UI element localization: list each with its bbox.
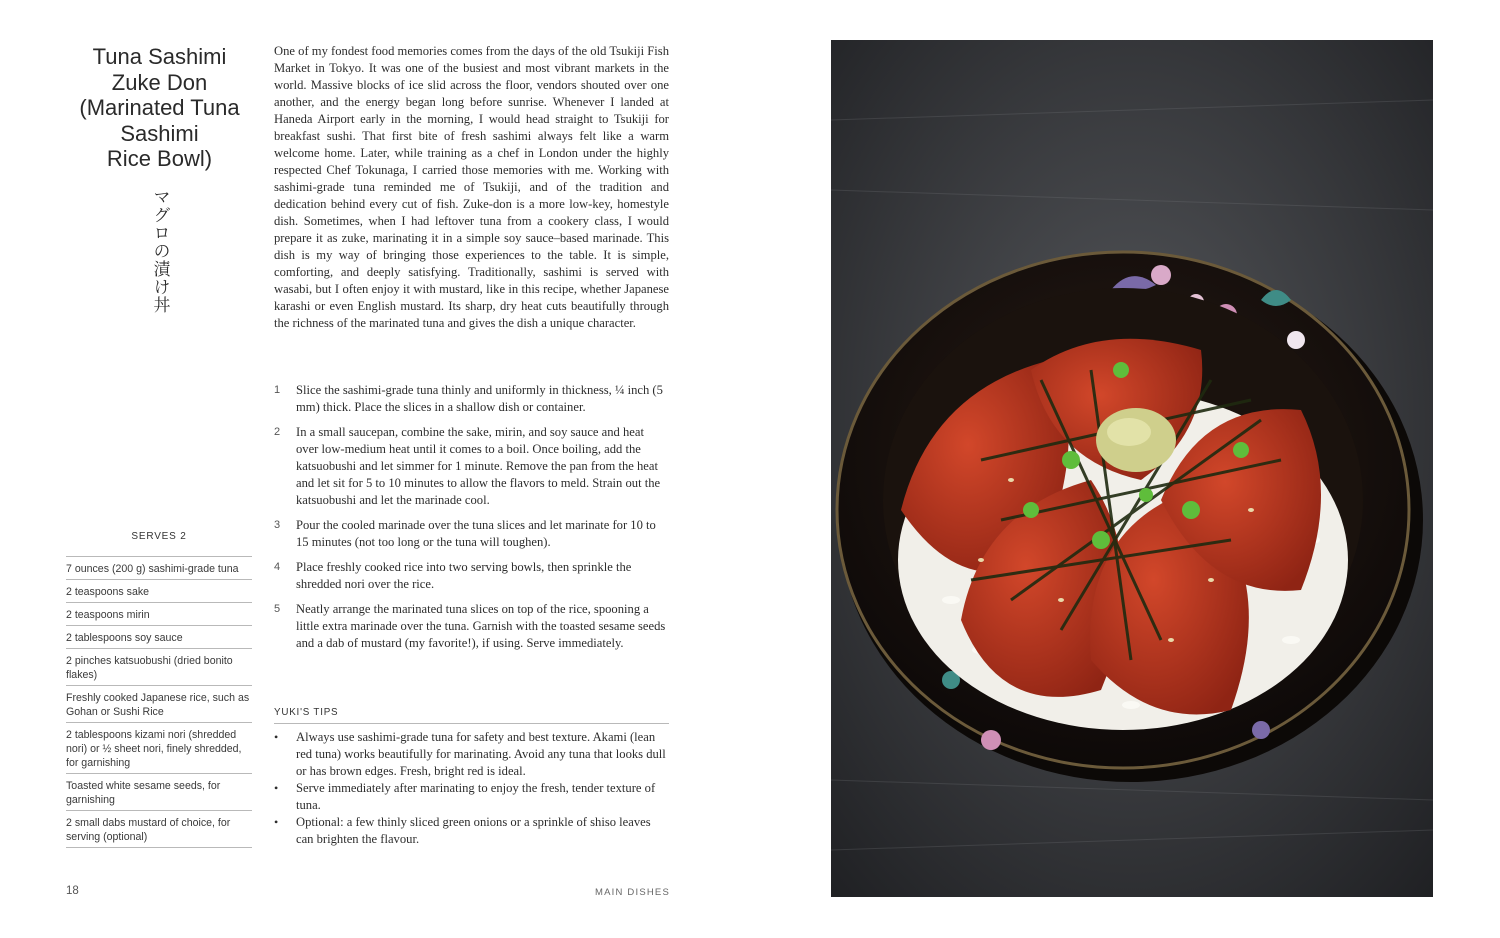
mustard-highlight xyxy=(1107,418,1151,446)
ingredient-item: 2 teaspoons mirin xyxy=(66,603,252,626)
method-step xyxy=(274,559,669,593)
step-text: In a small saucepan, combine the sake, mirin, and soy sauce and heat over low-medium heat until it comes to a boil. Once boiling, add the katsuobushi and let simmer for 1 minute. Remove the pan from the heat and let sit for 5 to 10 minutes to allow the flavors to meld. Strain out the katsuobushi and let the marinade cool. xyxy=(296,425,661,507)
recipe-title-line: Tuna Sashimi xyxy=(92,44,227,69)
running-head: MAIN DISHES xyxy=(595,887,670,898)
tips-list xyxy=(274,729,669,848)
ingredient-item: 2 tablespoons kizami nori (shredded nori) or ½ sheet nori, finely shredded, for garnishing xyxy=(66,723,252,774)
recipe-title-line: Zuke Don xyxy=(111,69,208,95)
tip-item xyxy=(274,814,669,848)
ingredient-item: Freshly cooked Japanese rice, such as Gohan or Sushi Rice xyxy=(66,686,252,723)
step-number: 3 xyxy=(274,519,281,531)
ingredient-item: 7 ounces (200 g) sashimi-grade tuna xyxy=(66,557,252,580)
step-number: 2 xyxy=(274,426,281,438)
intro-paragraph: One of my fondest food memories comes from the days of the old Tsukiji Fish Market in Tokyo. It was one of the busiest and most vibrant markets in the world. Massive blocks of ice slid across the floor, vendors shouted over one another, and the energy began long before sunrise. Whenever I landed at Haneda Airport early in the morning, I would head straight to Tsukiji for breakfast sushi. That first bite of fresh sashimi always felt like a warm welcome home. Later, while training as a chef in London under the highly respected Chef Tokunaga, I carried those memories with me. Working with sashimi-grade tuna reminded me of Tsukiji, and of the tradition and dedication behind every cut of fish. Zuke-don is a more low-key, homestyle dish. Sometimes, when I had leftover tuna from a cookery class, I would prepare it as zuke, marinating it in a simple soy sauce–based marinade. This dish is my way of bringing those experiences to the table. It is simple, comforting, and deeply satisfying. Traditionally, sashimi is served with wasabi, but I often enjoy it with mustard, like in this recipe, whether Japanese karashi or even English mustard. Its sharp, dry heat cuts beautifully through the richness of the marinated tuna and gives the dish a unique character. xyxy=(274,44,669,330)
recipe-title-line: Sashimi xyxy=(120,120,199,146)
tuna-bowl-illustration xyxy=(831,40,1433,897)
ingredient-item: 2 pinches katsuobushi (dried bonito flakes) xyxy=(66,649,252,686)
ingredient-item: 2 teaspoons sake xyxy=(66,580,252,603)
step-text: Slice the sashimi-grade tuna thinly and uniformly in thickness, ¼ inch (5 mm) thick. Place the slices in a shallow dish or container. xyxy=(296,383,663,414)
tip-text: Serve immediately after marinating to enjoy the fresh, tender texture of tuna. xyxy=(296,781,656,812)
ingredient-item: Toasted white sesame seeds, for garnishing xyxy=(66,774,252,811)
recipe-title-line: (Marinated Tuna xyxy=(79,95,240,120)
step-text: Pour the cooled marinade over the tuna slices and let marinate for 10 to 15 minutes (not too long or the tuna will toughen). xyxy=(296,518,656,549)
method-step xyxy=(274,601,669,652)
bullet-icon: • xyxy=(274,815,279,829)
recipe-title-block xyxy=(62,44,257,314)
step-text: Neatly arrange the marinated tuna slices on top of the rice, spooning a little extra marinade over the tuna. Garnish with the toasted sesame seeds and a dab of mustard (my favorite!), if using. Serve immediately. xyxy=(296,602,666,650)
method-step xyxy=(274,382,669,416)
recipe-title-line: Rice Bowl) xyxy=(106,146,213,171)
method-steps xyxy=(274,382,669,660)
method-step xyxy=(274,424,669,509)
ingredient-item: 2 tablespoons soy sauce xyxy=(66,626,252,649)
tip-item xyxy=(274,780,669,814)
tip-text: Always use sashimi-grade tuna for safety and best texture. Akami (lean red tuna) works beautifully for marinating. Avoid any tuna that looks dull or has brown edges. Fresh, bright red is ideal. xyxy=(296,730,666,778)
recipe-title xyxy=(62,44,257,172)
bullet-icon: • xyxy=(274,781,279,795)
dish-photo xyxy=(831,40,1433,897)
step-number: 4 xyxy=(274,561,281,573)
step-number: 5 xyxy=(274,603,281,615)
japanese-title: マグロの漬け丼 xyxy=(149,187,170,314)
ingredient-item: 2 small dabs mustard of choice, for serving (optional) xyxy=(66,811,252,848)
tip-text: Optional: a few thinly sliced green onions or a sprinkle of shiso leaves can brighten the flavour. xyxy=(296,815,651,846)
tip-item xyxy=(274,729,669,780)
bullet-icon: • xyxy=(274,730,279,744)
tips-heading: YUKI'S TIPS xyxy=(274,707,669,724)
method-step xyxy=(274,517,669,551)
step-text: Place freshly cooked rice into two serving bowls, then sprinkle the shredded nori over the rice. xyxy=(296,560,632,591)
serves-label: SERVES 2 xyxy=(131,531,187,542)
step-number: 1 xyxy=(274,384,281,396)
page-number: 18 xyxy=(66,885,79,897)
ingredient-list xyxy=(66,556,252,848)
